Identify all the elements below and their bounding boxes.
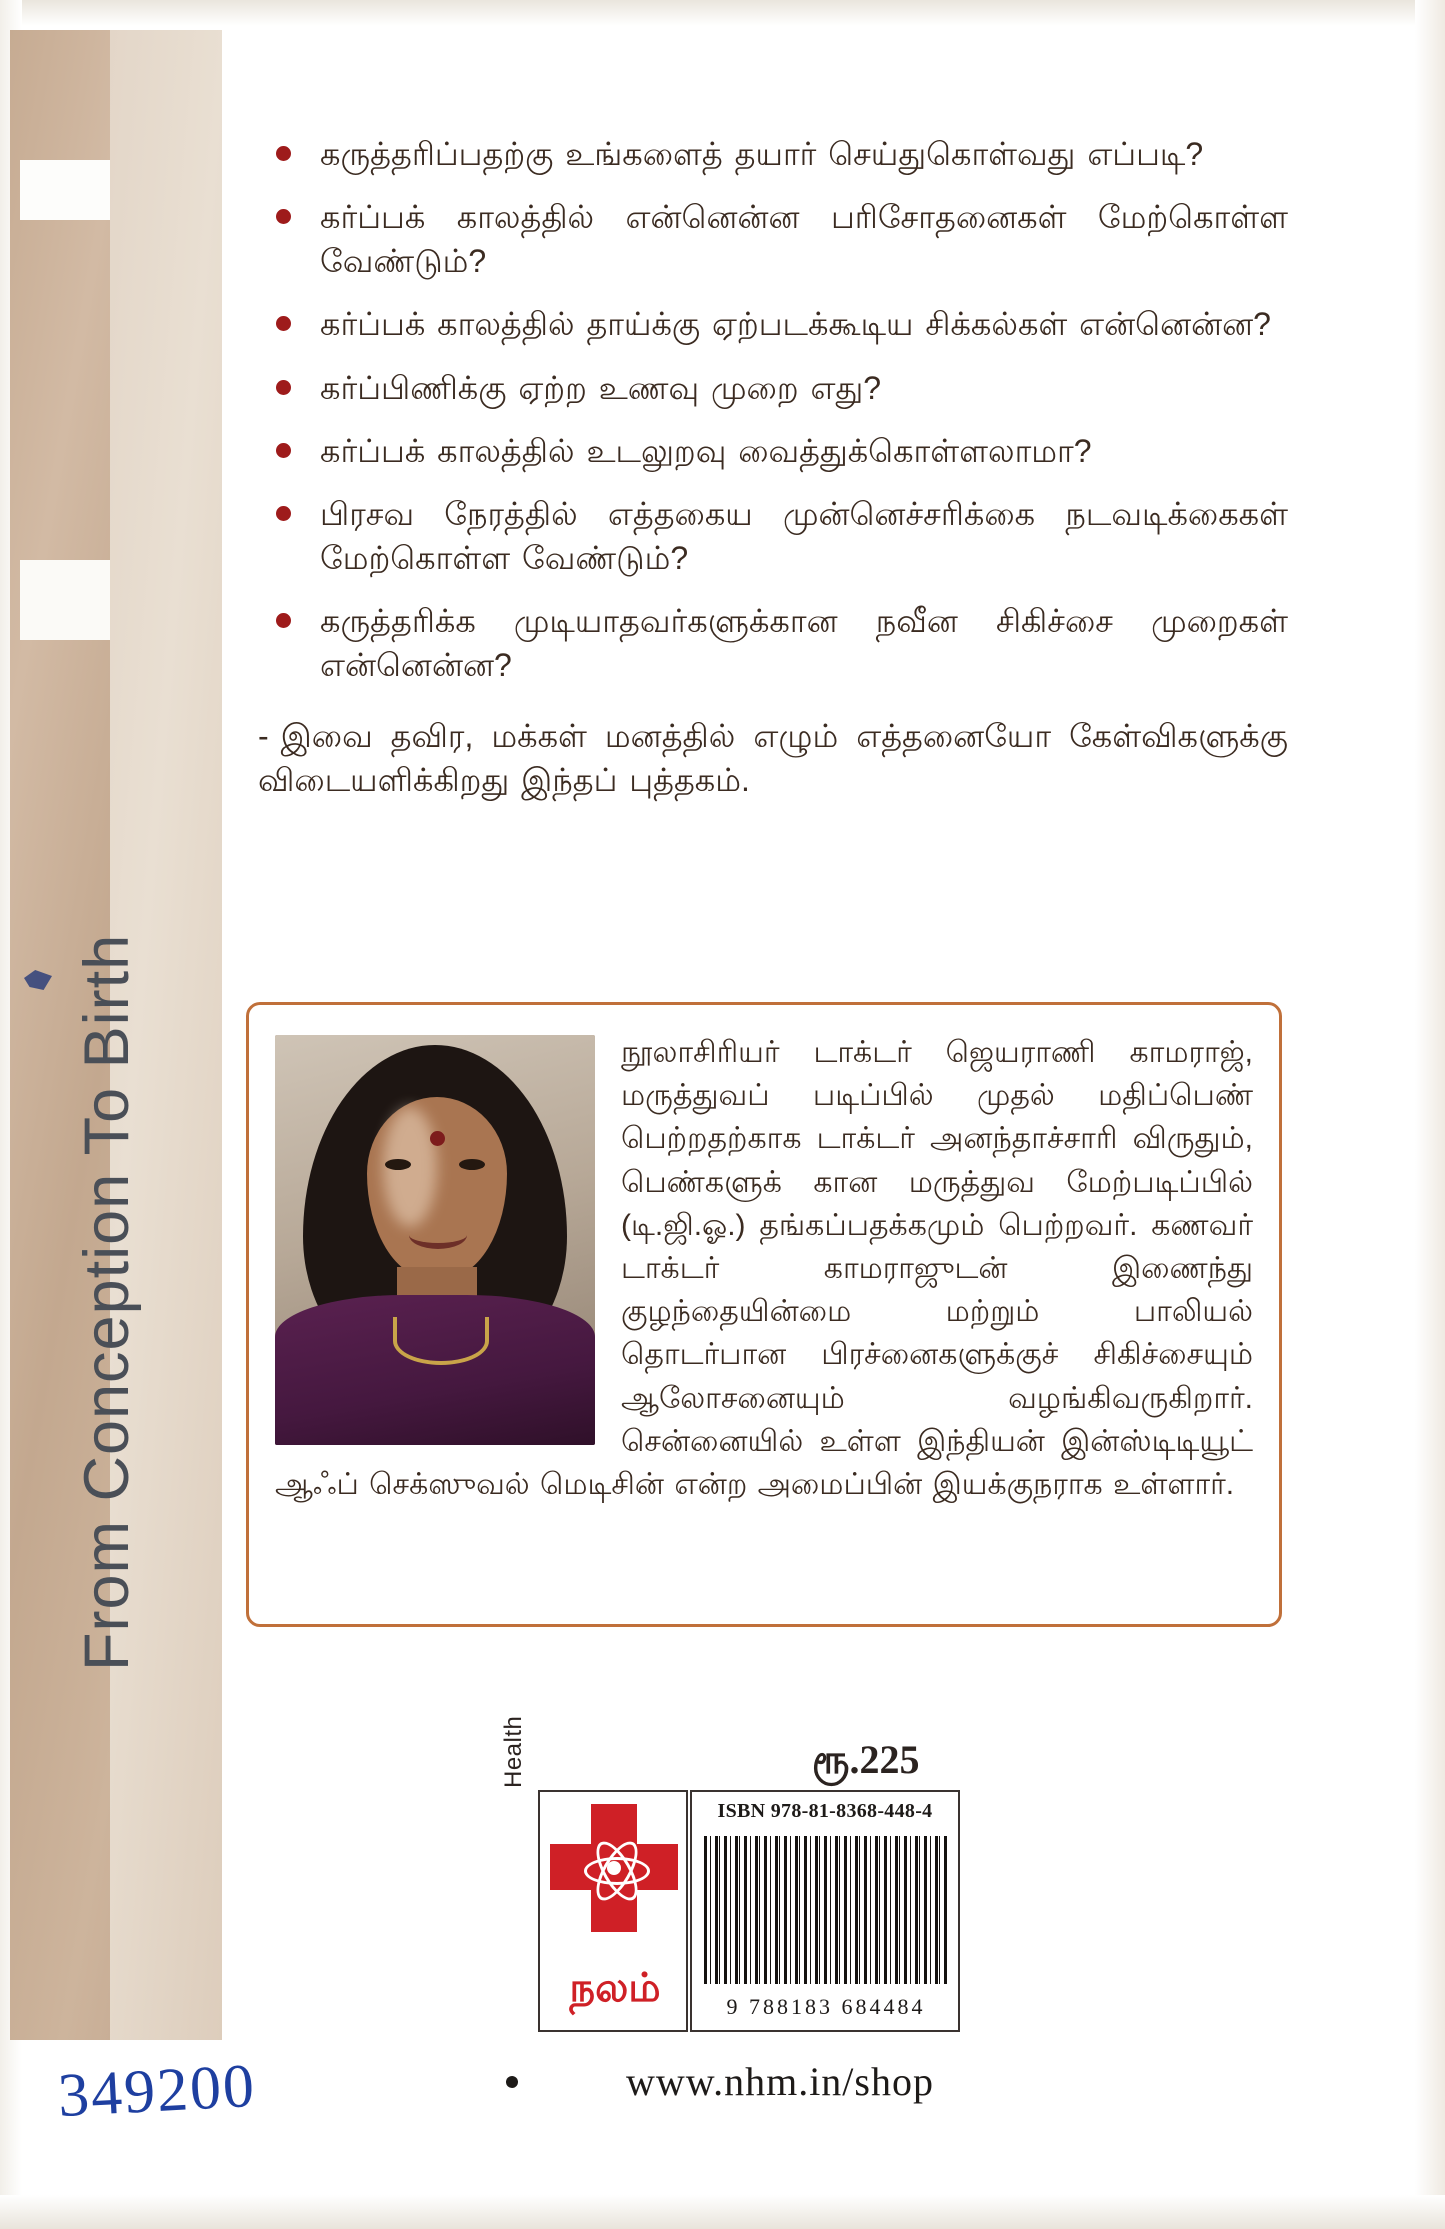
handwritten-accession-number: 349200: [56, 2051, 258, 2131]
list-item: [258, 429, 1288, 473]
closing-note: [258, 714, 1288, 804]
atom-icon: [580, 1834, 648, 1902]
category-label-health: Health: [500, 1715, 527, 1788]
bullet-icon: [276, 380, 291, 395]
bullet-icon: [276, 506, 291, 521]
price-label: ரூ.225: [812, 1737, 920, 1782]
question-text: கருத்தரிப்பதற்கு உங்களைத் தயார் செய்துகொள்வது எப்படி?: [320, 136, 1204, 172]
note-dash: -: [258, 717, 269, 754]
question-text: கருத்தரிக்க முடியாதவர்களுக்கான நவீன சிகிச்சை முறைகள் என்னென்ன?: [320, 603, 1288, 684]
author-bio-paragraph: நூலாசிரியர் டாக்டர் ஜெயராணி காமராஜ், மருத்துவப் படிப்பில் முதல் மதிப்பெண் பெற்றதற்காக டாக்டர் அனந்தாச்சாரி விருதும், பெண்களுக் கான மருத்துவ மேற்படிப்பில் (டி.ஜி.ஓ.) தங்கப்பதக்கமும் பெற்றவர். கணவர் டாக்டர் காமராஜுடன் இணைந்து குழந்தையின்மை மற்றும் பாலியல் தொடர்பான பிரச்னைகளுக்குச் சிகிச்சையும் ஆலோசனையும் வழங்கிவருகிறார். சென்னையில் உள்ள இந்தியன் இன்ஸ்டிடியூட் ஆஃப் செக்ஸுவல் மெடிசின் என்ற அமைப்பின் இயக்குநராக உள்ளார்.: [275, 1036, 1253, 1501]
scan-edge-top: [0, 0, 1445, 26]
medical-cross-icon: [550, 1804, 678, 1932]
note-text: இவை தவிர, மக்கள் மனத்தில் எழும் எத்தனையோ கேள்விகளுக்கு விடையளிக்கிறது இந்தப் புத்தகம்.: [258, 717, 1288, 799]
list-item: [258, 492, 1288, 580]
bullet-icon: [276, 613, 291, 628]
question-text: கர்ப்பக் காலத்தில் தாய்க்கு ஏற்படக்கூடிய சிக்கல்கள் என்னென்ன?: [320, 306, 1271, 343]
bullet-icon: [276, 443, 291, 458]
list-item: [258, 366, 1288, 410]
scan-edge-right: [1415, 0, 1445, 2229]
website-url-text: www.nhm.in/shop: [626, 2059, 934, 2104]
scan-edge-bottom: [0, 2195, 1445, 2229]
bullet-icon: [276, 316, 291, 331]
bullet-icon: [276, 209, 291, 224]
bullet-dot-icon: [506, 2076, 518, 2088]
portrait-necklace: [393, 1317, 489, 1365]
publisher-name: நலம்: [569, 1966, 661, 2010]
ink-blot-mark: [24, 970, 52, 990]
author-bio-box: [246, 1002, 1282, 1627]
bullet-icon: [276, 146, 291, 161]
question-text: கர்ப்பக் காலத்தில் உடலுறவு வைத்துக்கொள்ளலாமா?: [320, 432, 1092, 469]
portrait-eye-right: [459, 1159, 485, 1170]
barcode-block: [690, 1790, 960, 2032]
portrait-smile: [409, 1221, 467, 1249]
question-list-section: [258, 132, 1288, 803]
question-text: கர்ப்பிணிக்கு ஏற்ற உணவு முறை எது?: [320, 369, 882, 406]
atom-nucleus: [607, 1861, 621, 1875]
portrait-eye-left: [385, 1159, 411, 1170]
website-link[interactable]: [500, 2058, 1060, 2105]
question-text: கர்ப்பக் காலத்தில் என்னென்ன பரிசோதனைகள் மேற்கொள்ள வேண்டும்?: [320, 199, 1288, 280]
list-item: [258, 132, 1288, 176]
publisher-logo: [538, 1790, 688, 2032]
barcode-digits: 9 788183 684484: [726, 1994, 926, 2019]
isbn-text: ISBN 978-81-8368-448-4: [717, 1800, 933, 1822]
list-item: [258, 599, 1288, 687]
author-photo: [275, 1035, 595, 1445]
list-item: [258, 302, 1288, 346]
barcode-bars-icon: [704, 1836, 948, 1984]
portrait-bindi: [430, 1131, 445, 1146]
question-text: பிரசவ நேரத்தில் எத்தகைய முன்னெச்சரிக்கை நடவடிக்கைகள் மேற்கொள்ள வேண்டும்?: [320, 495, 1288, 577]
list-item: [258, 195, 1288, 283]
spine-title: From Conception To Birth: [72, 933, 142, 1671]
question-list: [258, 132, 1288, 688]
